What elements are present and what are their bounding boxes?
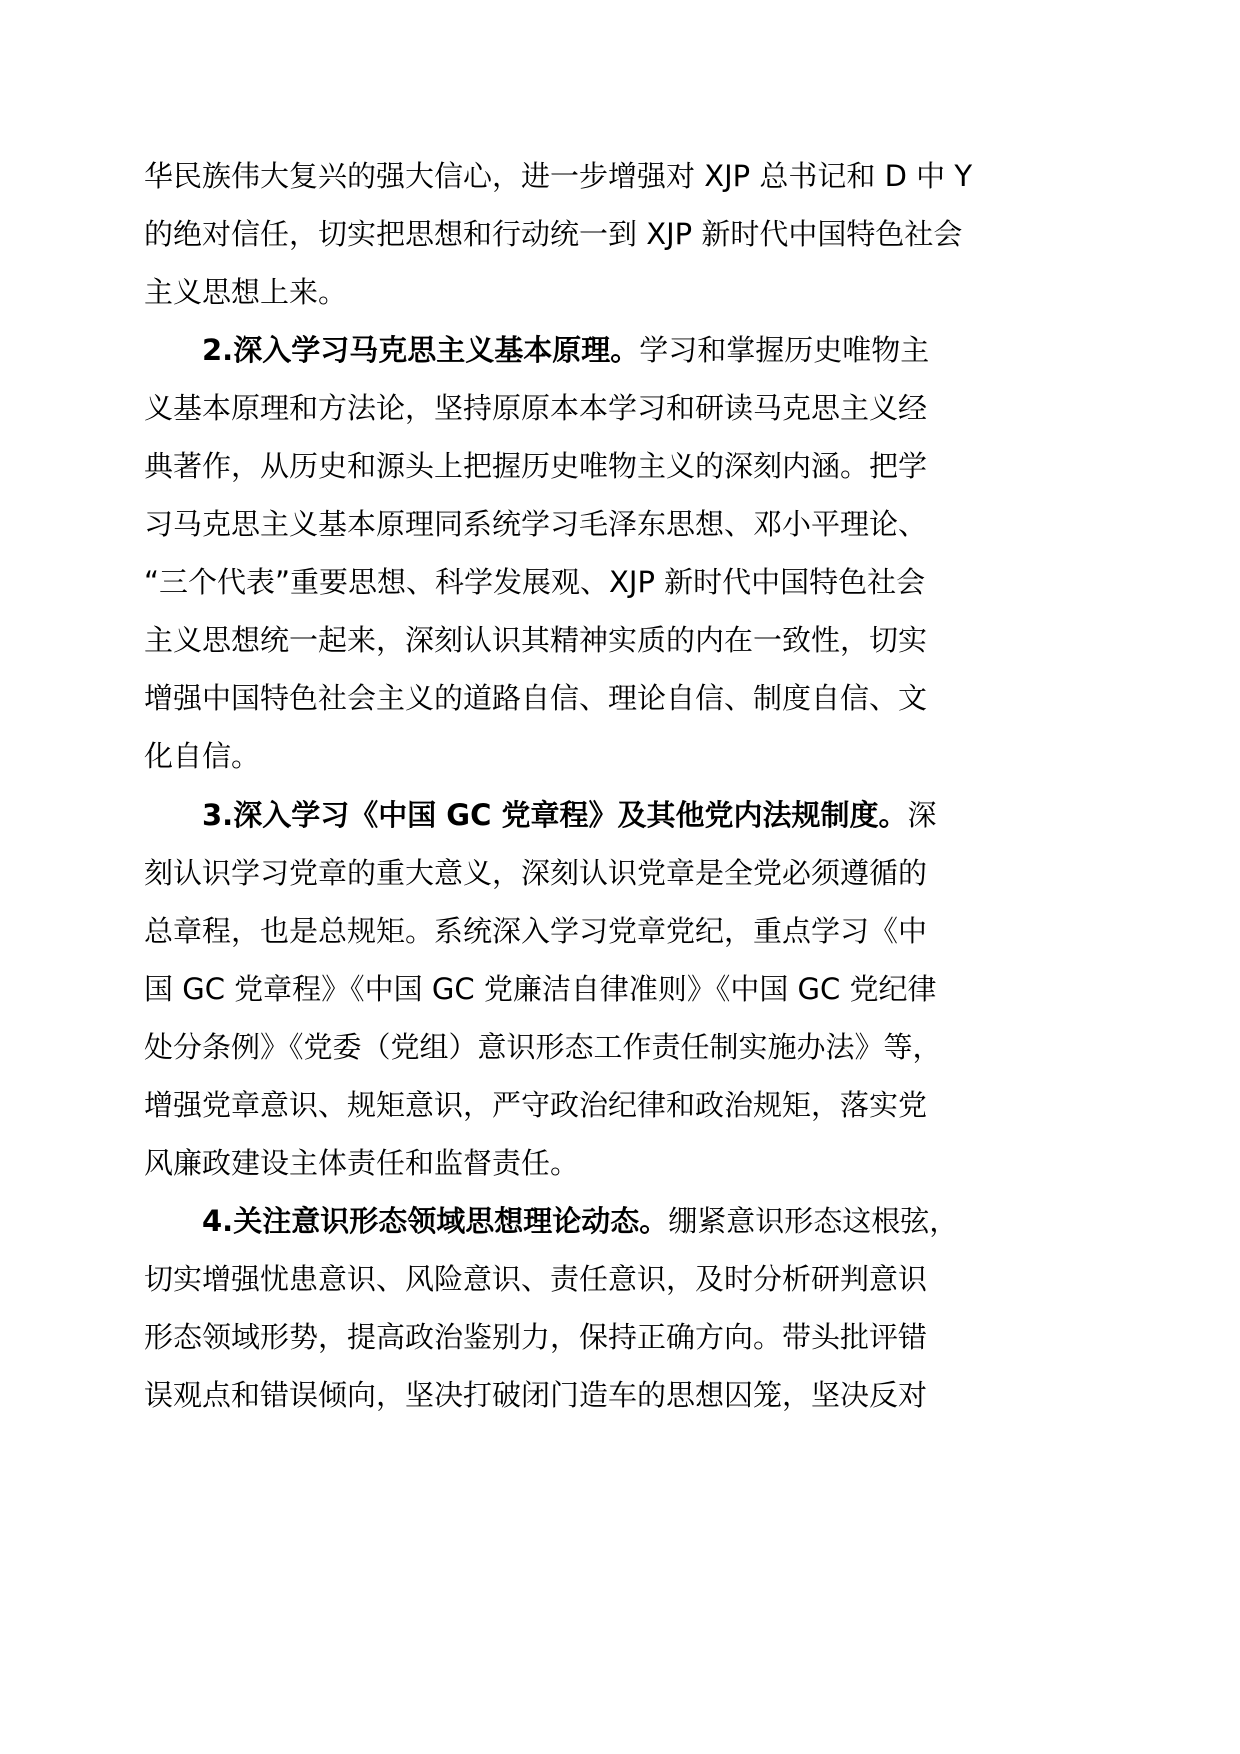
text-span: 增强党章意识、规矩意识，严守政治纪律和政治规矩，落实党 bbox=[144, 1088, 928, 1122]
text-span: 华民族伟大复兴的强大信心，进一步增强对 XJP 总书记和 D 中 Y bbox=[144, 159, 973, 193]
text-line bbox=[144, 263, 347, 321]
text-span: 绷紧意识形态这根弦， bbox=[668, 1204, 959, 1238]
text-line bbox=[144, 669, 927, 727]
section-3-first-line bbox=[202, 786, 937, 844]
text-line bbox=[144, 1134, 579, 1192]
text-span: 误观点和错误倾向，坚决打破闭门造车的思想囚笼，坚决反对 bbox=[144, 1378, 928, 1412]
text-span: 习马克思主义基本原理同系统学习毛泽东思想、邓小平理论、 bbox=[144, 507, 928, 541]
section-2-first-line bbox=[202, 321, 929, 379]
text-line bbox=[144, 1250, 927, 1308]
section-heading-3: 3.深入学习《中国 GC 党章程》及其他党内法规制度。 bbox=[202, 798, 908, 832]
text-line bbox=[144, 379, 927, 437]
text-span: 处分条例》《党委（党组）意识形态工作责任制实施办法》等， bbox=[144, 1030, 942, 1064]
text-span: 增强中国特色社会主义的道路自信、理论自信、制度自信、文 bbox=[144, 681, 928, 715]
text-span: 学习和掌握历史唯物主 bbox=[639, 333, 930, 367]
section-heading-2: 2.深入学习马克思主义基本原理。 bbox=[202, 333, 640, 367]
section-heading-4: 4.关注意识形态领域思想理论动态。 bbox=[202, 1204, 669, 1238]
text-span: 的绝对信任，切实把思想和行动统一到 XJP 新时代中国特色社会 bbox=[144, 217, 963, 251]
text-line bbox=[144, 495, 927, 553]
text-line bbox=[144, 553, 925, 611]
text-line bbox=[144, 147, 972, 205]
text-span: 风廉政建设主体责任和监督责任。 bbox=[144, 1146, 580, 1180]
text-span: 切实增强忧患意识、风险意识、责任意识，及时分析研判意识 bbox=[144, 1262, 928, 1296]
text-span: 典著作，从历史和源头上把握历史唯物主义的深刻内涵。把学 bbox=[144, 449, 928, 483]
text-span: 化自信。 bbox=[144, 739, 261, 773]
text-line bbox=[144, 902, 927, 960]
text-span: 义基本原理和方法论，坚持原原本本学习和研读马克思主义经 bbox=[144, 391, 928, 425]
text-line bbox=[144, 727, 260, 785]
text-line bbox=[144, 1076, 927, 1134]
text-line bbox=[144, 960, 936, 1018]
text-line bbox=[144, 1308, 927, 1366]
text-span: 总章程，也是总规矩。系统深入学习党章党纪，重点学习《中 bbox=[144, 914, 928, 948]
text-span: “三个代表”重要思想、科学发展观、XJP 新时代中国特色社会 bbox=[144, 565, 926, 599]
text-span: 深 bbox=[907, 798, 937, 832]
text-span: 国 GC 党章程》《中国 GC 党廉洁自律准则》《中国 GC 党纪律 bbox=[144, 972, 937, 1006]
text-line bbox=[144, 844, 927, 902]
text-line bbox=[144, 205, 962, 263]
text-span: 刻认识学习党章的重大意义，深刻认识党章是全党必须遵循的 bbox=[144, 856, 928, 890]
text-line bbox=[144, 437, 927, 495]
text-span: 形态领域形势，提高政治鉴别力，保持正确方向。带头批评错 bbox=[144, 1320, 928, 1354]
text-line bbox=[144, 611, 927, 669]
text-line bbox=[144, 1018, 942, 1076]
text-span: 主义思想上来。 bbox=[144, 275, 348, 309]
text-span: 主义思想统一起来，深刻认识其精神实质的内在一致性，切实 bbox=[144, 623, 928, 657]
section-4-first-line bbox=[202, 1192, 958, 1250]
text-line bbox=[144, 1366, 927, 1424]
